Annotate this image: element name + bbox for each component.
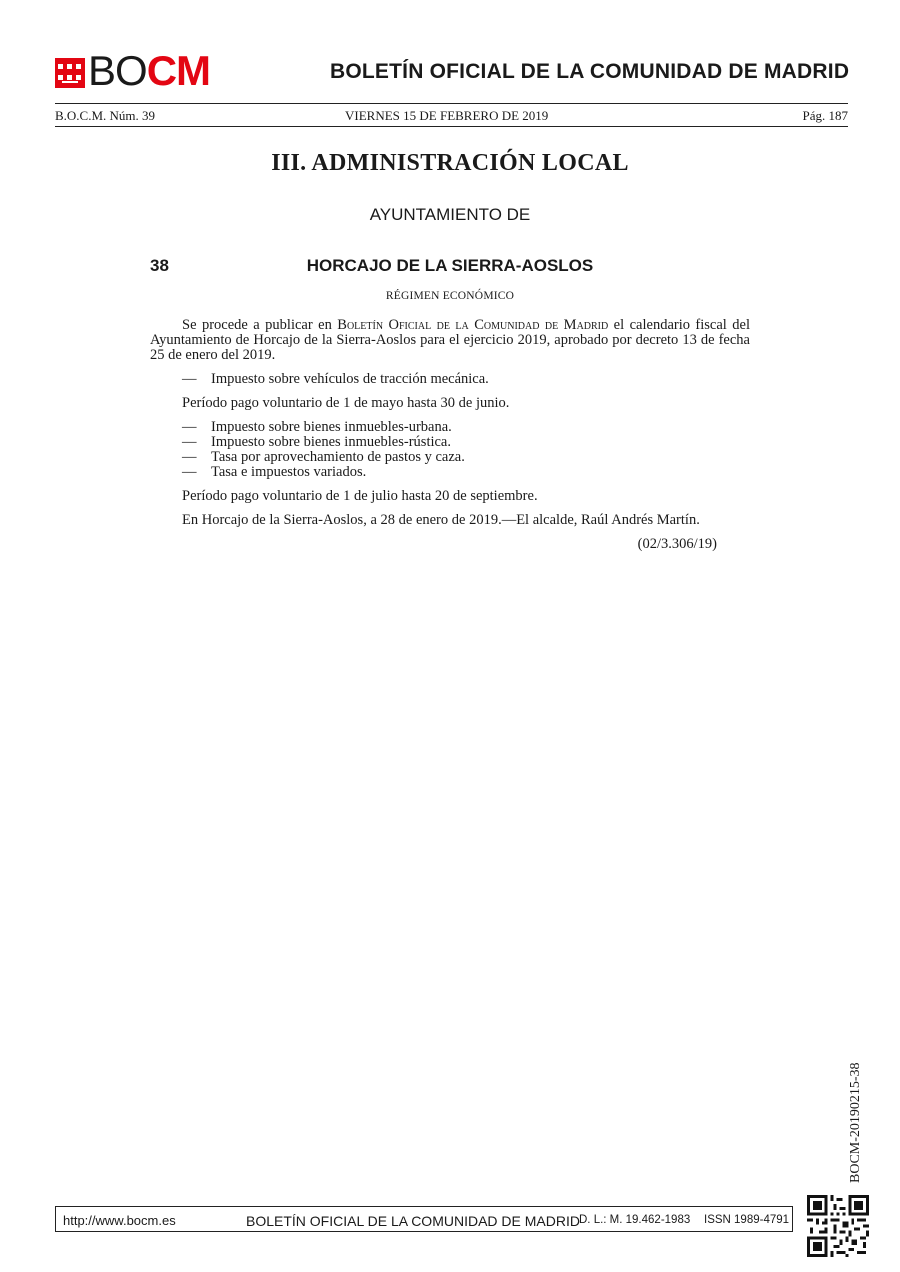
masthead-title: BOLETÍN OFICIAL DE LA COMUNIDAD DE MADRID (330, 60, 850, 83)
qr-code-icon (807, 1195, 869, 1257)
list-item: — Impuesto sobre bienes inmuebles-rústica. (182, 434, 451, 450)
section-title: III. ADMINISTRACIÓN LOCAL (271, 150, 629, 176)
municipality-name: HORCAJO DE LA SIERRA-AOSLOS (306, 256, 594, 275)
footer-title: BOLETÍN OFICIAL DE LA COMUNIDAD DE MADRID (246, 1213, 580, 1229)
logo-text-bold: CM (146, 47, 211, 94)
legal-deposit: D. L.: M. 19.462-1983 (579, 1214, 691, 1226)
signature-line: En Horcajo de la Sierra-Aoslos, a 28 de enero de 2019.—El alcalde, Raúl Andrés Martín. (182, 512, 700, 528)
reference-code: (02/3.306/19) (637, 536, 717, 552)
payment-period-2: Período pago voluntario de 1 de julio hasta 20 de septiembre. (182, 488, 538, 504)
ayuntamiento-label: AYUNTAMIENTO DE (369, 205, 531, 224)
page-number: Pág. 187 (802, 108, 848, 123)
logo-wordmark (88, 47, 211, 94)
list-item: — Tasa por aprovechamiento de pastos y caza. (182, 449, 465, 465)
document-code: BOCM-20190215-38 (848, 1062, 863, 1183)
logo-text-plain: BO (88, 47, 147, 94)
madrid-stars-icon (55, 58, 85, 88)
notice-body (150, 318, 750, 552)
intro-text-end: el calendario fiscal del Ayuntamiento de Horcajo de la Sierra-Aoslos para el ejercicio 2019, aprobado por decreto 13 de fecha 25 de enero del 2019. (150, 317, 751, 363)
bocm-logo (55, 47, 211, 94)
intro-text-start: Se procede a publicar en (182, 317, 338, 333)
header-rule-top (55, 103, 848, 104)
subject-heading: RÉGIMEN ECONÓMICO (385, 290, 515, 302)
entry-number: 38 (150, 256, 169, 275)
list-item: — Impuesto sobre bienes inmuebles-urbana. (182, 419, 452, 435)
tax-list-2 (150, 420, 750, 480)
issn-number: ISSN 1989-4791 (704, 1214, 790, 1226)
intro-paragraph (150, 318, 750, 363)
footer-bar (55, 1206, 793, 1232)
header-rule-bottom (55, 126, 848, 127)
list-item: — Impuesto sobre vehículos de tracción mecánica. (182, 371, 489, 387)
payment-period-1: Período pago voluntario de 1 de mayo hasta 30 de junio. (182, 395, 510, 411)
list-item: — Tasa e impuestos variados. (182, 464, 367, 480)
issue-date: VIERNES 15 DE FEBRERO DE 2019 (345, 108, 549, 123)
website-link[interactable]: http://www.bocm.es (63, 1213, 176, 1228)
journal-name: Boletín Oficial de la Comunidad de Madrid (337, 317, 609, 333)
tax-list-1 (150, 372, 750, 387)
issue-number: B.O.C.M. Núm. 39 (55, 108, 156, 123)
